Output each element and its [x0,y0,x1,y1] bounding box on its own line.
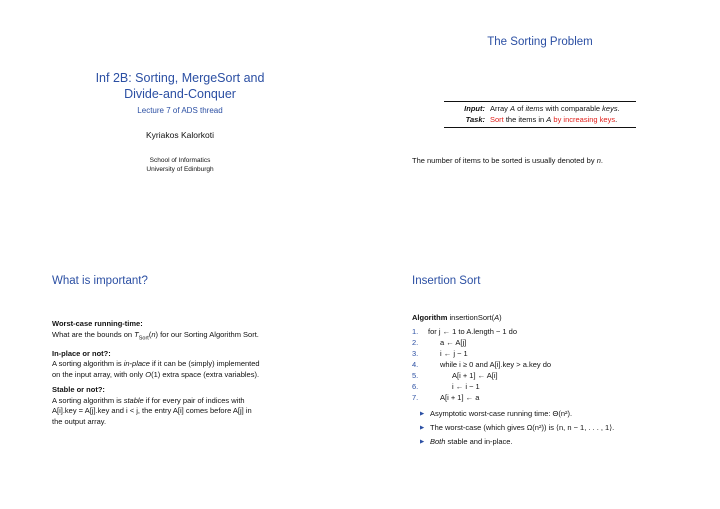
paragraph-worst-case: What are the bounds on $T_{Sort}(n)$ for our Sorting Algorithm Sort. [52,329,259,341]
lecture-title [0,70,360,102]
code-line: 1. for j ← 1 to A.length − 1 do [412,327,518,336]
input-label: Input: [464,104,485,113]
code-line: 3. i ← j − 1 [412,349,468,358]
heading-stable: Stable or not?: [52,385,105,394]
code-line: 7. A[i + 1] ← a [412,393,480,402]
heading-in-place: In-place or not?: [52,348,111,358]
slide-title: The Sorting Problem [487,36,593,48]
input-row: Input: Array A of items with comparable keys. [444,103,620,114]
institution-school: School of Informatics [149,157,211,164]
problem-definition [444,103,620,125]
task-label: Task: [465,115,485,124]
paragraph-stable-line3: the output array. [52,416,107,426]
slide-title: Insertion Sort [412,275,481,287]
institution-university: University of Edinburgh [146,166,214,173]
bullet-triangle-icon: ▶ [420,439,425,445]
pseudocode [412,326,551,403]
title-slide [0,0,360,254]
note-text: The number of items to be sorted is usually denoted by n. [412,156,603,165]
paragraph-stable-line1: A sorting algorithm is stable if for every pair of indices with [52,395,245,405]
institution [0,156,360,174]
code-line: 6. i ← i − 1 [412,382,480,391]
table-bottom-rule [444,127,636,128]
code-line: 5. A[i + 1] ← A[i] [412,371,498,380]
lecture-subtitle: Lecture 7 of ADS thread [137,106,223,115]
slide-title: What is important? [52,275,148,287]
sorting-problem-slide [360,0,720,254]
paragraph-in-place-line2: on the input array, with only O(1) extra space (extra variables). [52,369,260,379]
list-item: ▶ Asymptotic worst-case running time: Θ(n²). [420,407,614,421]
list-item: ▶ The worst-case (which gives Ω(n²)) is ⟨n, n − 1, . . . , 1⟩. [420,421,614,435]
table-top-rule [444,101,636,102]
code-line: 4. while i ≥ 0 and A[i].key > a.key do [412,360,552,369]
author: Kyriakos Kalorkoti [145,130,215,140]
lecture-title-line1: Inf 2B: Sorting, MergeSort and [95,71,265,85]
task-row: Task: Sort the items in A by increasing keys. [444,114,620,125]
bullet-triangle-icon: ▶ [420,411,425,417]
insertion-sort-slide [360,255,720,509]
lecture-title-line2: Divide-and-Conquer [124,87,236,101]
list-item: ▶ Both stable and in-place. [420,435,614,449]
heading-worst-case: Worst-case running-time: [52,319,143,328]
paragraph-stable-line2: A[i].key = A[j].key and i < j, the entry A[i] comes before A[j] in [52,406,252,415]
bullet-triangle-icon: ▶ [420,425,425,431]
criteria-list [52,319,352,427]
properties-list [420,407,614,449]
paragraph-in-place-line1: A sorting algorithm is in-place if it can be (simply) implemented [52,359,260,368]
code-line: 2. a ← A[j] [412,338,467,347]
what-is-important-slide [0,255,360,509]
algorithm-header: Algorithm insertionSort(A) [412,313,502,322]
